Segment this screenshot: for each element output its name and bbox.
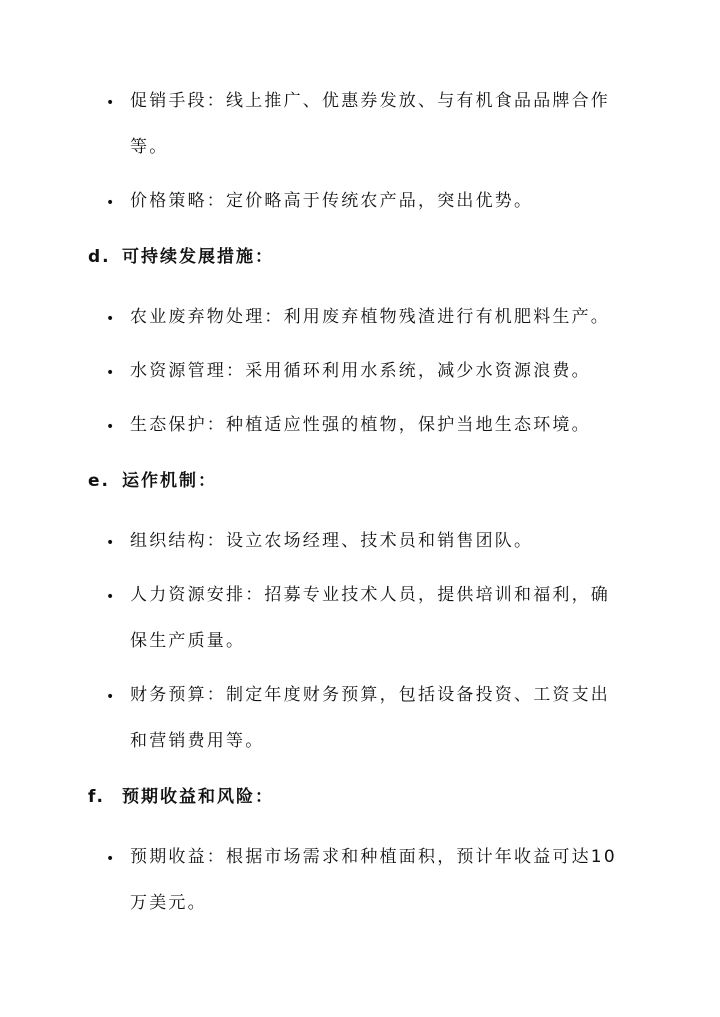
bullet-icon: • — [106, 311, 117, 327]
section-title: 运作机制： — [122, 471, 217, 491]
list-item-text: 预期收益：根据市场需求和种植面积，预计年收益可达10万美元。 — [130, 847, 617, 913]
list-item-text: 水资源管理：采用循环利用水系统，减少水资源浪费。 — [130, 361, 591, 381]
bullet-icon: • — [106, 689, 117, 705]
bullet-icon: • — [106, 195, 117, 211]
list-item — [106, 348, 626, 396]
section-marker: f. — [88, 787, 105, 807]
list-item — [106, 294, 626, 342]
bullet-icon: • — [106, 851, 117, 867]
list-item — [106, 402, 626, 450]
bullet-icon: • — [106, 95, 117, 111]
list-item — [106, 178, 626, 226]
list-item-text: 价格策略：定价略高于传统农产品，突出优势。 — [130, 191, 534, 211]
bullet-icon: • — [106, 589, 117, 605]
list-item-text: 促销手段：线上推广、优惠券发放、与有机食品品牌合作等。 — [130, 91, 610, 157]
list-item — [106, 518, 626, 566]
section-marker: d. — [88, 247, 111, 267]
list-item — [106, 672, 626, 764]
list-item-text: 组织结构：设立农场经理、技术员和销售团队。 — [130, 531, 534, 551]
list-item-text: 人力资源安排：招募专业技术人员，提供培训和福利，确保生产质量。 — [130, 585, 610, 651]
section-marker: e. — [88, 471, 110, 491]
list-item — [106, 572, 626, 664]
list-item — [106, 78, 626, 170]
section-heading-d — [88, 242, 274, 272]
bullet-icon: • — [106, 365, 117, 381]
bullet-icon: • — [106, 535, 117, 551]
list-item-text: 生态保护：种植适应性强的植物，保护当地生态环境。 — [130, 415, 591, 435]
list-item-text: 农业废弃物处理：利用废弃植物残渣进行有机肥料生产。 — [130, 307, 610, 327]
list-item-text: 财务预算：制定年度财务预算，包括设备投资、工资支出和营销费用等。 — [130, 685, 610, 751]
list-item — [106, 834, 626, 926]
section-heading-f — [88, 782, 274, 812]
section-title: 可持续发展措施： — [122, 247, 274, 267]
section-title: 预期收益和风险： — [122, 787, 274, 807]
bullet-icon: • — [106, 419, 117, 435]
section-heading-e — [88, 466, 217, 496]
